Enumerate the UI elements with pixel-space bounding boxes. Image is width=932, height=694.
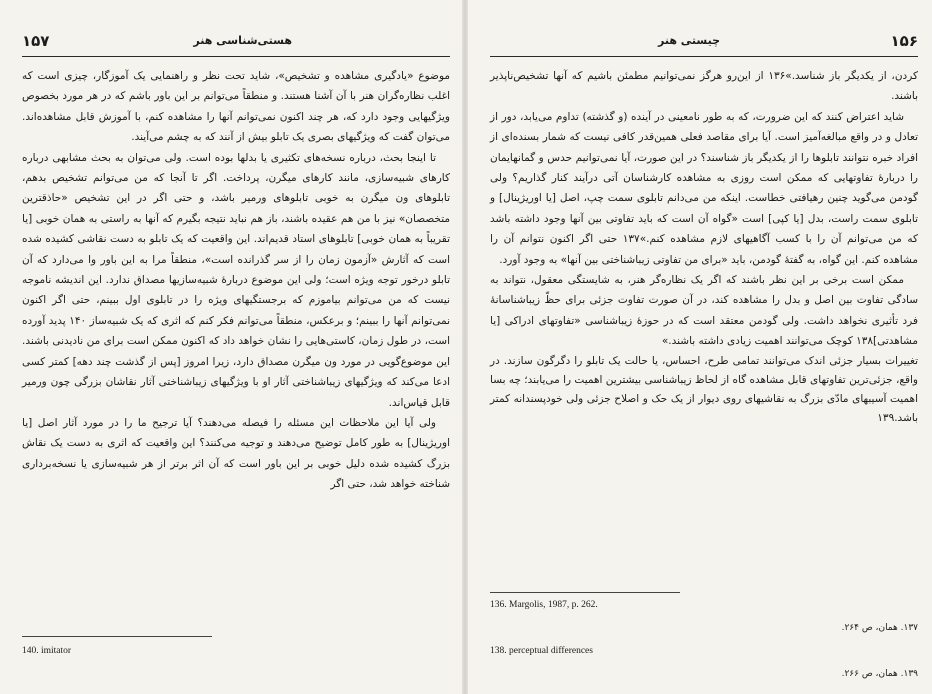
left-page-header [22, 32, 450, 57]
right-paragraph-3: ممکن است برخی بر این نظر باشند که اگر یک نظاره‌گر هنر، به شایستگی معقول، نتواند به سادگی تفاوت بین اصل و بدل را مشاهده کند، در آن صورت تفاوت جزئی برای حظّ زیباشناسانهٔ فرد تأثیری نخواهد داشت. ولی گودمن معتقد است که در حوزهٔ زیباشناسی «تفاوتهای ادراکی [یا مشاهدتی]۱۳۸ کوچک می‌توانند اهمیت زیادی داشته باشند.» [490, 274, 918, 348]
right-paragraph-2: شاید اعتراض کنند که این ضرورت، که به طور نامعینی در آینده (و گذشته) تداوم می‌یابد، دور از تعادل و در واقع مبالغه‌آمیز است. آیا برای مقاصد فعلی همین‌قدر کافی نیست که شمار بسنده‌ای از افراد خبره نتوانند تابلوها را از یکدیگر باز شناسند؟ در این صورت، آیا نمی‌توانیم حدس و گمانهایمان را دربارهٔ تفاوتهایی که ممکن است روزی به مشاهده کارشناسان آتی درآیند کنار گذاریم؟ ولی گودمن می‌گوید چنین رهیافتی خطاست. اینکه من می‌دانم تابلوی سمت چپ، اصل [یا اوریژینال] و تابلوی سمت راست، بدل [یا کپی] است «گواه آن است که باید تفاوتی بین آنها وجود داشته باشد که من می‌توانم آن را با کسب آگاهیهای لازم مشاهده کنم.»۱۳۷ حتی اگر اکنون نتوانم آن را مشاهده کنم. این گواه، به گفتهٔ گودمن، باید «برای من تفاوتی زیباشناختی بین آنها» به وجود آورد. [490, 110, 918, 266]
left-page-number: ۱۵۷ [22, 32, 50, 50]
right-page [490, 0, 918, 694]
right-page-number: ۱۵۶ [890, 32, 918, 50]
footnote-138: 138. perceptual differences [490, 646, 593, 656]
right-page-header [490, 32, 918, 57]
book-gutter [462, 0, 468, 694]
left-footnotes [22, 644, 450, 667]
left-page [22, 0, 450, 694]
left-page-body [22, 66, 450, 495]
left-paragraph-3: ولی آیا این ملاحظات این مسئله را فیصله می‌دهند؟ آیا ترجیح ما را در مورد آثار اصل [یا اوریژینال] به طور کامل توضیح می‌دهند و توجیه می‌کنند؟ این واقعیت که اثری به دست یک نقاش بزرگ کشیده شده دلیل خوبی بر این باور است که آن اثر برتر از هر شبیه‌سازی یا نسخه‌برداری شناخته خواهد شد، حتی اگر [22, 416, 450, 491]
block-quote: تغییرات بسیار جزئی اندک می‌توانند تمامی طرح، احساس، یا حالت یک تابلو را دگرگون سازند. در واقع، جزئی‌ترین تفاوتهای قابل مشاهده گاه از لحاظ زیباشناسی بیشترین اهمیت را می‌یابند؛ چه بسا اهمیت آسیبهای مادّی بزرگ به نقاشیهای روی دیوار از یک حک و اصلاح جزئی ولی خودپسندانه کمتر باشد.۱۳۹ [490, 354, 918, 424]
right-paragraph-1: کردن، از یکدیگر باز شناسد.»۱۳۶ از این‌رو هرگز نمی‌توانیم مطمئن باشیم که آنها تشخیص‌ناپذیر باشند. [490, 70, 918, 103]
footnote-140: 140. imitator [22, 646, 72, 656]
footnote-136: 136. Margolis, 1987, p. 262. [490, 600, 598, 610]
footnote-139: ۱۳۹. همان، ص ۲۶۶. [841, 669, 918, 679]
left-paragraph-1: موضوع «یادگیری مشاهده و تشخیص»، شاید تحت نظر و راهنمایی یک آموزگار، چیزی است که اغلب نظاره‌گران هنر با آن آشنا هستند. و منطقاً می‌توانم بر این باور باشم که در هر مورد بخصوص ویژگیهایی وجود دارد که، هر چند اکنون نمی‌توانم آنها را مشاهده کنم، با آموزش قابل مشاهده‌اند. می‌توان گفت که ویژگیهای بصری یک تابلو بیش از آنند که به چشم می‌آیند. [22, 70, 450, 144]
right-page-body [490, 66, 918, 428]
right-running-title: چیستی هنر [658, 34, 721, 47]
right-footnote-rule [490, 592, 680, 593]
footnote-137: ۱۳۷. همان، ص ۲۶۴. [841, 623, 918, 633]
left-paragraph-2: تا اینجا بحث، درباره نسخه‌های تکثیری یا بدلها بوده است. ولی می‌توان به بحث مشابهی درباره کارهای شبیه‌سازی، مانند کارهای میگرن، پرداخت. اگر تا آنجا که من می‌توانم تشخیص بدهم، تابلوهای ون میگرن به خوبی تابلوهای ورمیر باشد، و حتی اگر در این تشخیص «حاذقترین متخصصان» نیز با من هم عقیده باشند، باز هم نباید نتیجه بگیرم که آنها به راستی به همان خوبی [یا تقریباً به همان خوبی] تابلوهای استاد قدیم‌اند. این واقعیت که یک تابلو به دست نقاشی کشیده شده است که آثارش «آزمون زمان را از سر گذرانده است»، منطقاً مرا به این باور وا می‌دارد که آن تابلو درخور توجه ویژه است؛ ولی این موضوع دربارهٔ شبیه‌سازیها مصداق ندارد. این اندیشه ناموجه نیست که من می‌توانم بیاموزم که برجستگیهای ویژه را در تابلوی اول ببینم، حتی اگر اکنون نمی‌توانم آنها را ببینم؛ و برعکس، منطقاً می‌توانم فکر کنم که اثری که یک شبیه‌ساز ۱۴۰ پدید آورده است، در طول زمان، کاستی‌هایی را نشان خواهد داد که اکنون ممکن است برای من نادیدنی باشند. این موضوع‌گویی در مورد ون میگرن مصداق دارد، زیرا امروز [پس از گذشت چند دهه] کمتر کسی ادعا می‌کند که ویژگیهای زیباشناختی آثار او با ویژگیهای زیباشناختی آثار نقاشان بزرگی چون ورمیر قابل قیاس‌اند. [22, 151, 450, 409]
right-footnotes [490, 598, 918, 690]
left-footnote-rule [22, 636, 212, 637]
left-running-title: هستی‌شناسی هنر [193, 34, 292, 47]
